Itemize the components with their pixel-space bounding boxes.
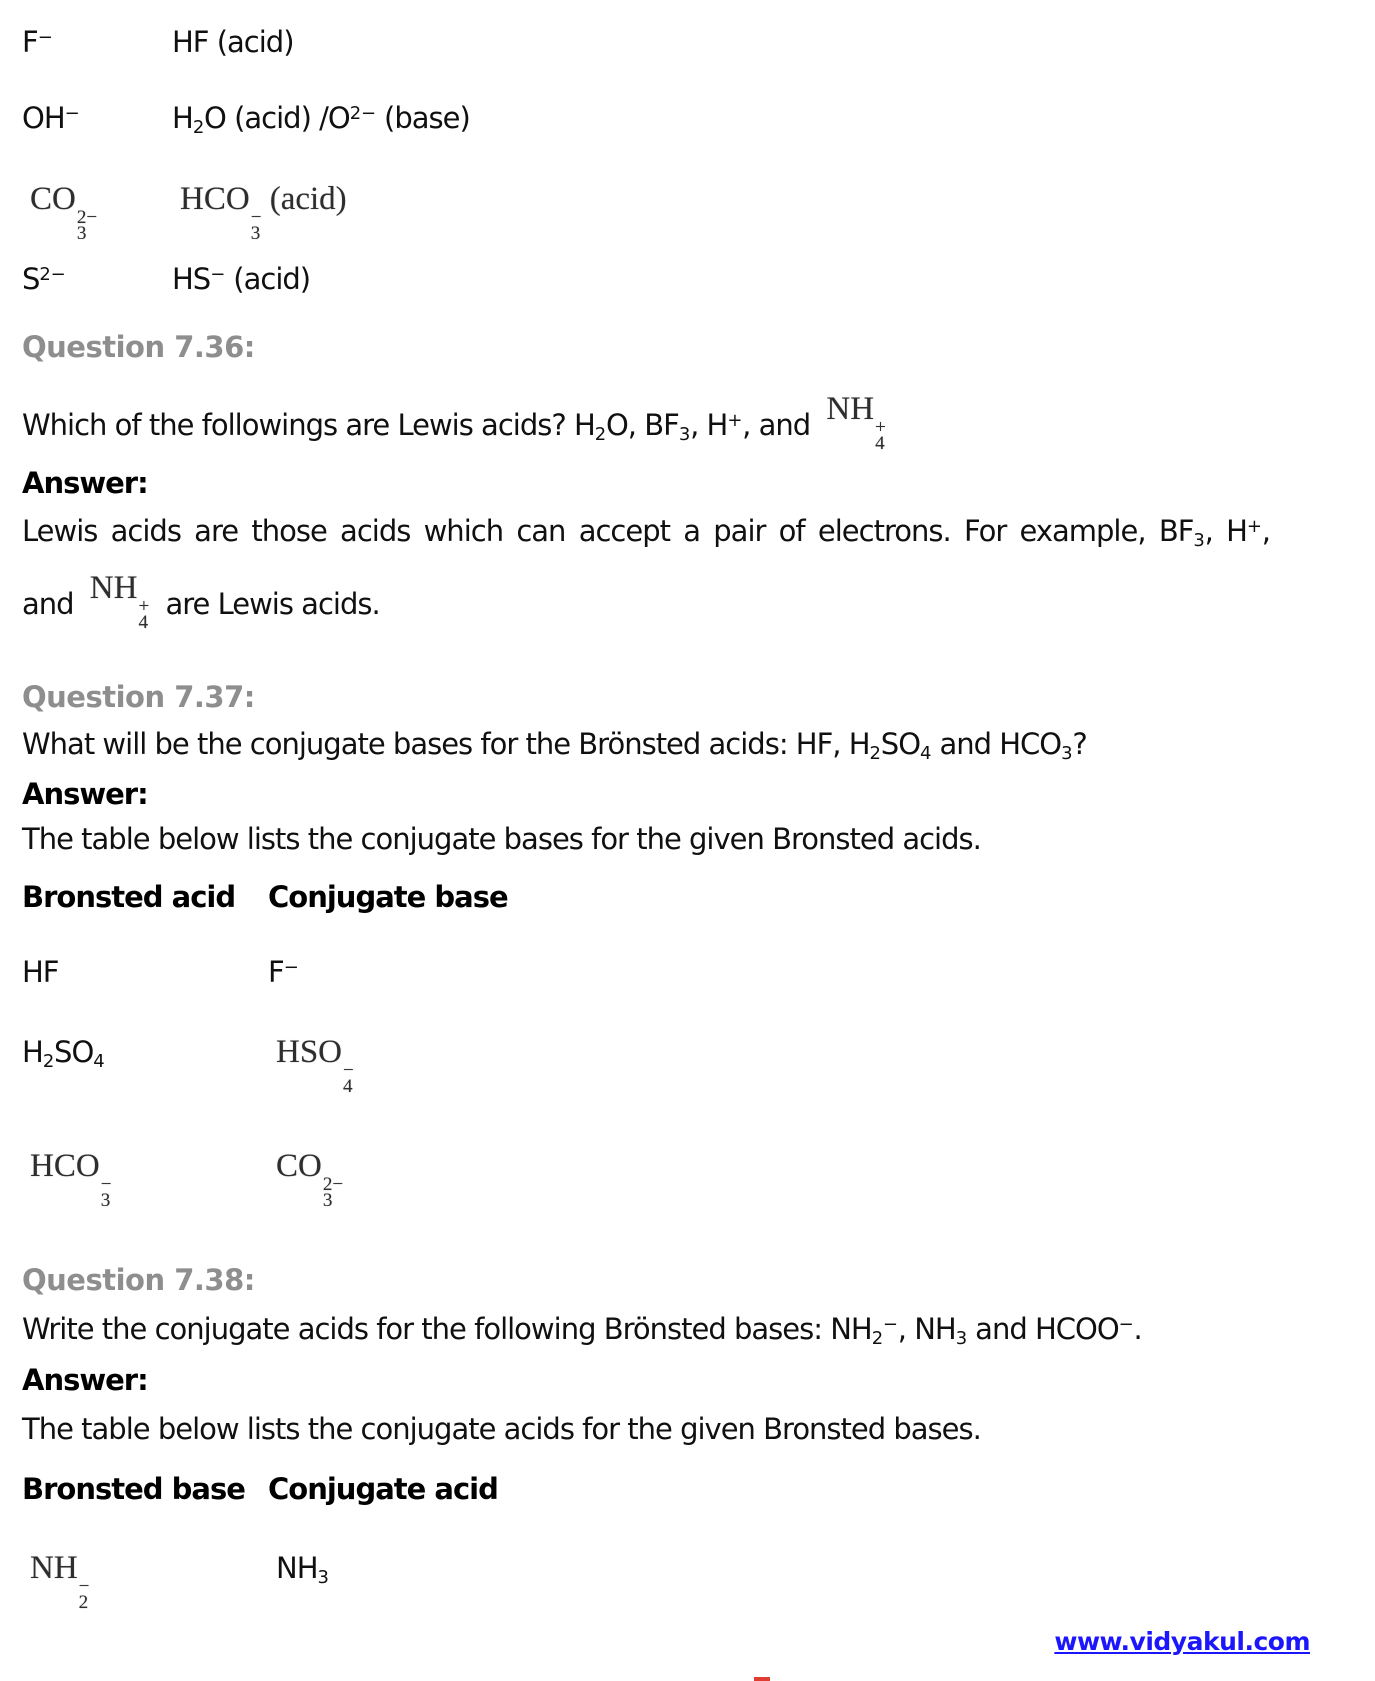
- pair-result: HF (acid): [172, 25, 294, 59]
- bronsted-acid-cell: $H_2SO_4$: [22, 1035, 105, 1073]
- pair-species: OH−: [22, 101, 80, 135]
- answer-label: Answer:: [22, 466, 148, 500]
- table-row: [22, 1548, 329, 1614]
- table-header-row: [22, 879, 508, 915]
- answer-label: Answer:: [22, 1363, 148, 1397]
- table-row: [22, 1146, 344, 1212]
- ammonium-formula: NH + 4: [826, 391, 886, 455]
- table-row: [22, 954, 299, 990]
- pair-result: $H_2O$ (acid) $/O^{2-}$ (base): [172, 101, 470, 139]
- conjugate-base-cell: F−: [268, 955, 299, 989]
- bronsted-acid-cell: HF: [22, 955, 59, 989]
- answer-text-line-2: [22, 570, 380, 647]
- question-text: Which of the followings are Lewis acids? $H_2O$, $BF_3$, H+, and: [22, 408, 811, 446]
- conjugate-acid-cell: $NH_3$: [276, 1551, 329, 1589]
- bronsted-base-cell: NH − 2: [30, 1550, 90, 1614]
- column-header-conjugate-acid: Conjugate acid: [268, 1472, 498, 1506]
- table-header-row: [22, 1471, 498, 1507]
- bronsted-acid-cell: HCO − 3: [30, 1148, 112, 1212]
- ammonium-formula: NH + 4: [89, 570, 150, 634]
- pair-species: F−: [22, 25, 53, 59]
- pair-result: HCO − 3 (acid): [180, 181, 347, 245]
- question-text-7-37: What will be the conjugate bases for the Brönsted acids: HF, $H_2SO_4$ and $HCO_3$?: [22, 727, 1087, 765]
- column-header-bronsted-acid: Bronsted acid: [22, 880, 236, 914]
- column-header-bronsted-base: Bronsted base: [22, 1472, 245, 1506]
- answer-text-line-1: Lewis acids are those acids which can accept a pair of electrons. For example, $BF_3$, H+,: [22, 514, 1270, 552]
- pair-row: [22, 261, 310, 297]
- question-text-7-38: Write the conjugate acids for the following Brönsted bases: $NH_2^-$, $NH_3$ and HCOO−.: [22, 1312, 1142, 1350]
- conjugate-base-cell: CO 2− 3: [276, 1148, 344, 1212]
- page-number-marker-red: [754, 1677, 770, 1681]
- question-heading-7-37: Question 7.37:: [22, 680, 255, 714]
- answer-intro-7-38: The table below lists the conjugate acids for the given Bronsted bases.: [22, 1412, 981, 1446]
- answer-text: and: [22, 587, 74, 621]
- answer-label: Answer:: [22, 777, 148, 811]
- table-row: [22, 1032, 354, 1098]
- answer-text: are Lewis acids.: [165, 587, 380, 621]
- vidyakul-link[interactable]: www.vidyakul.com: [1054, 1627, 1310, 1656]
- conjugate-base-cell: HSO − 4: [276, 1034, 354, 1098]
- pair-row: [22, 24, 294, 60]
- pair-species: CO 2− 3: [30, 181, 98, 245]
- question-heading-7-38: Question 7.38:: [22, 1263, 255, 1297]
- pair-species: $S^{2-}$: [22, 262, 66, 296]
- pair-row: [22, 100, 470, 139]
- question-heading-7-36: Question 7.36:: [22, 330, 255, 364]
- question-text-7-36: [22, 391, 894, 468]
- pair-row: [22, 179, 347, 245]
- answer-intro-7-37: The table below lists the conjugate bases for the given Bronsted acids.: [22, 822, 981, 856]
- pair-result: HS− (acid): [172, 262, 311, 296]
- column-header-conjugate-base: Conjugate base: [268, 880, 508, 914]
